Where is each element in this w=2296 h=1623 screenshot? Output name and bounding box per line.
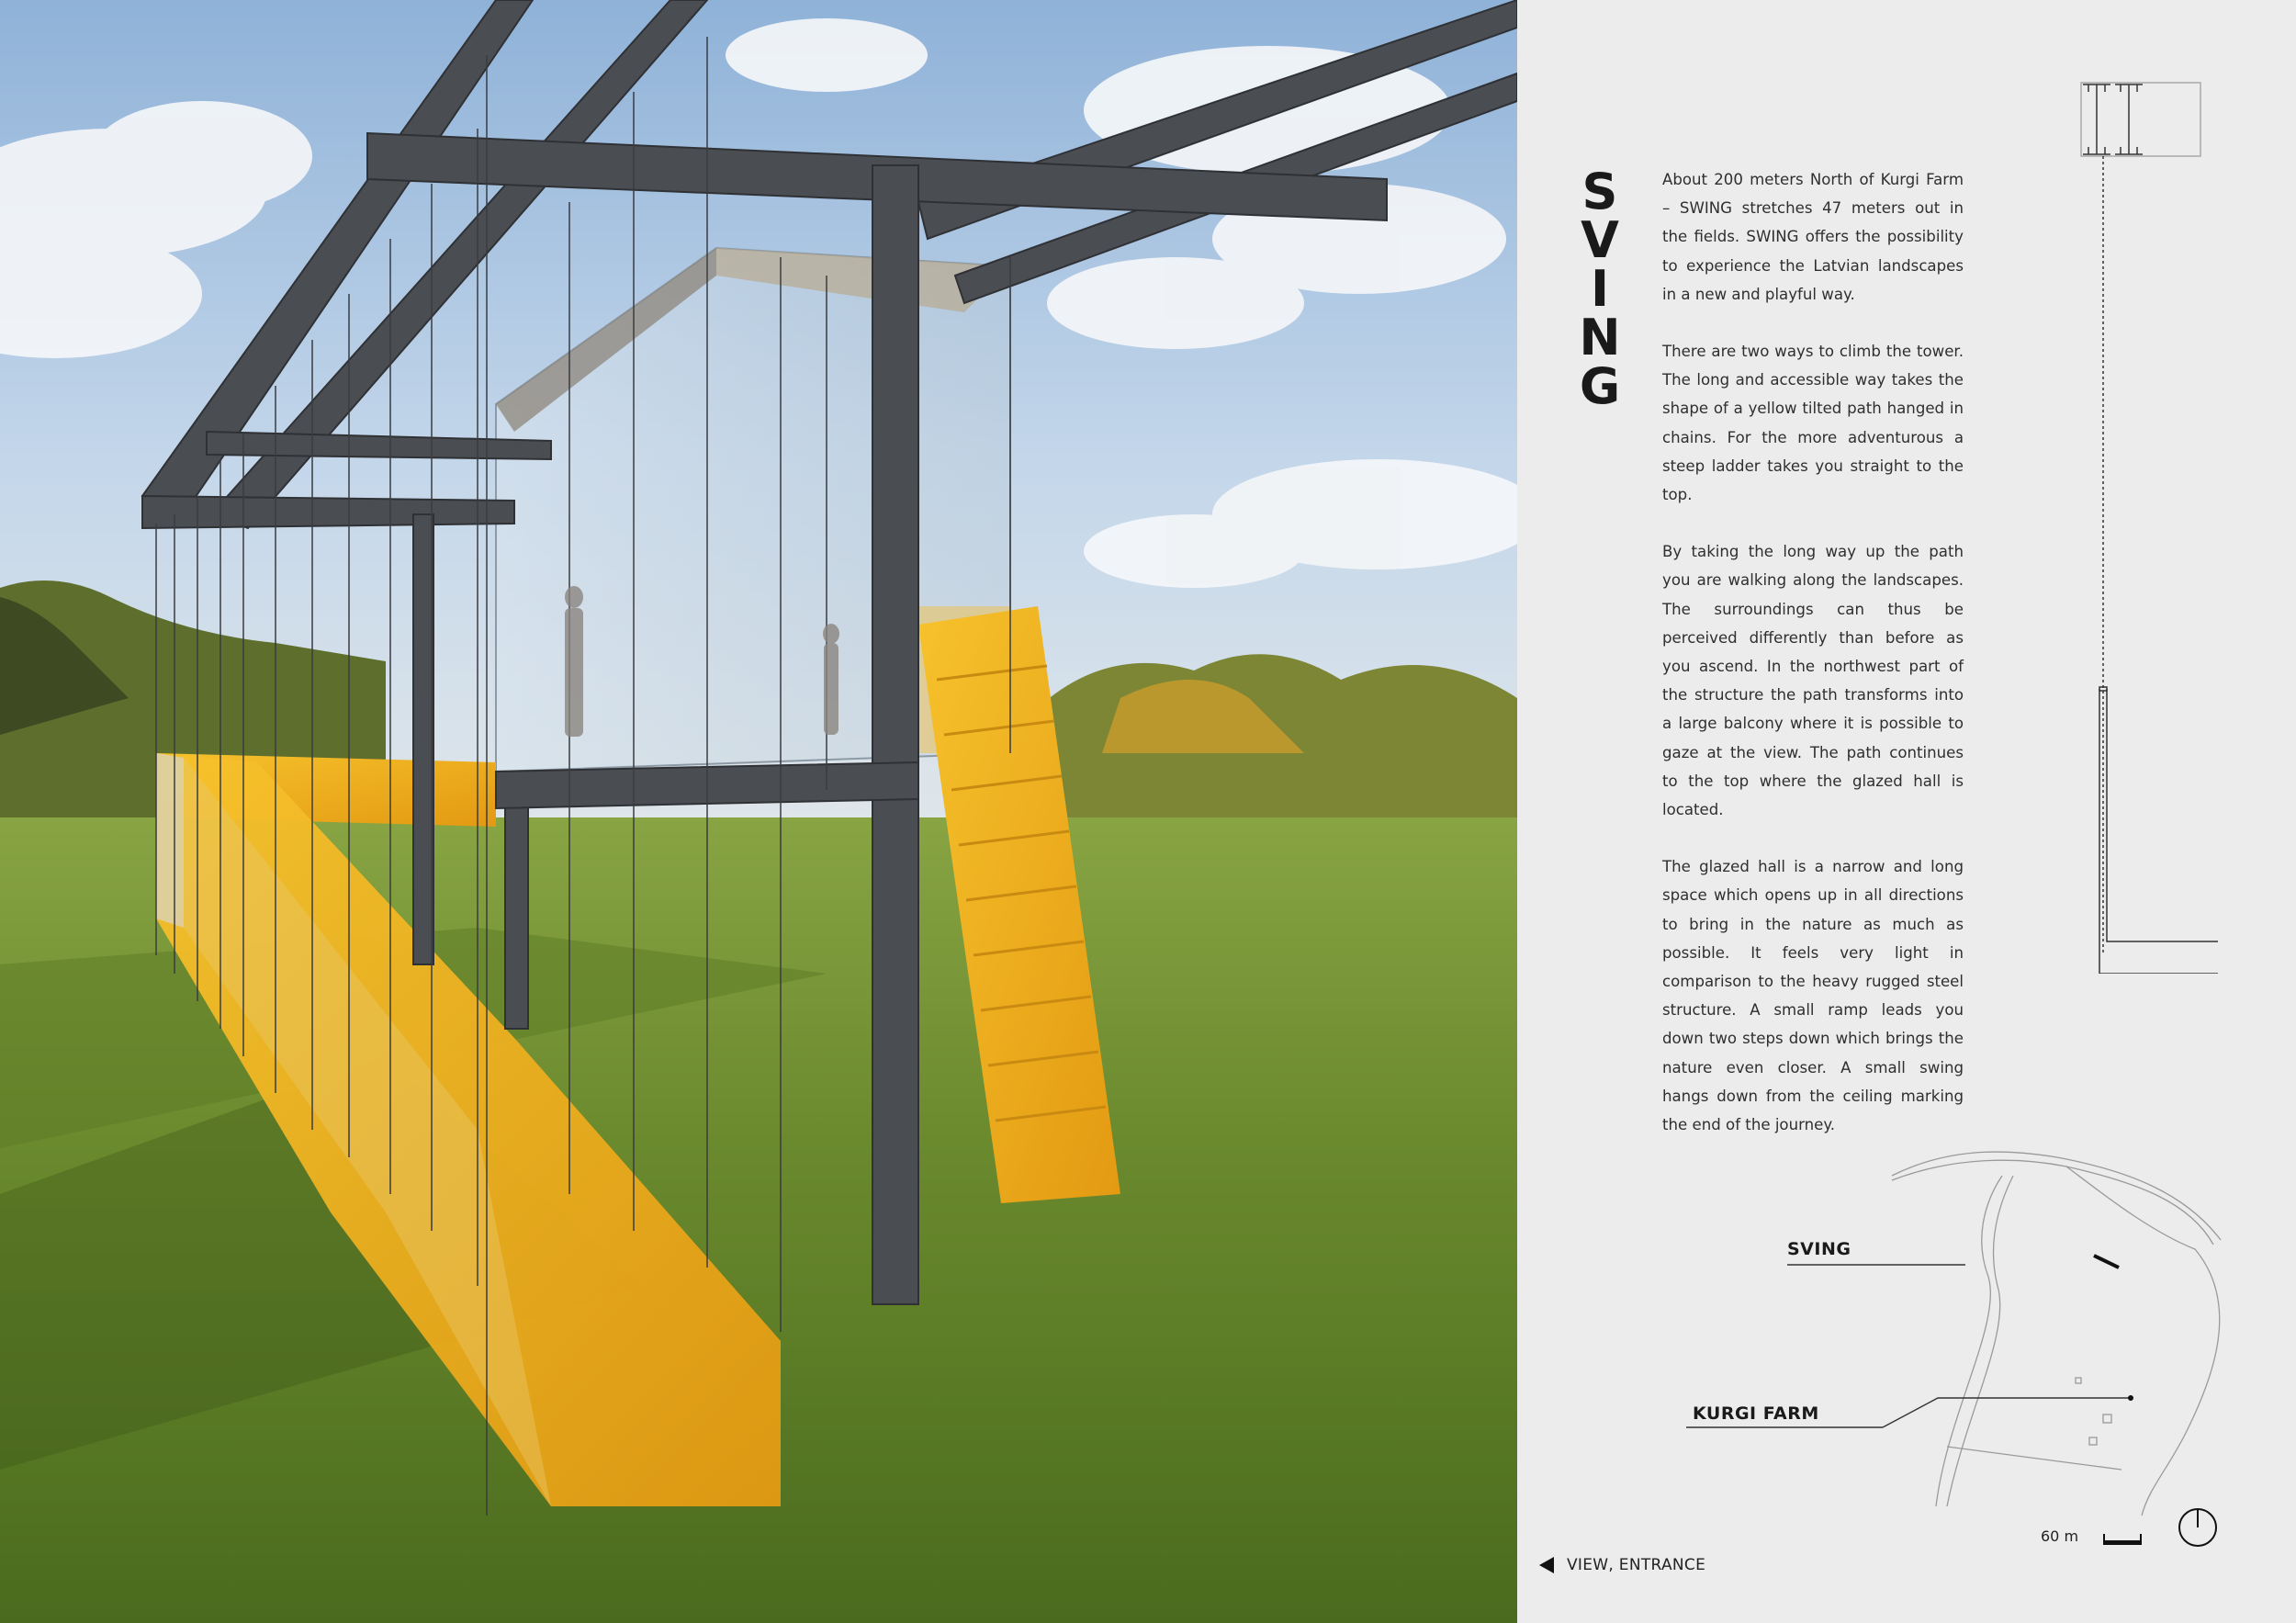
paragraph-hall: The glazed hall is a narrow and long space which opens up in all directions to bring in the nature as much as possible. It feels very light in comparison to the heavy rugged steel structure. A small ramp leads you down two steps down which brings the nature even closer. A small swing hangs down from the ceiling marking the end of the journey.	[1662, 858, 1964, 1134]
view-caption-text: VIEW, ENTRANCE	[1567, 1556, 1706, 1574]
paragraph-climb: There are two ways to climb the tower. The long and accessible way takes the shape of a yellow tilted path hanged in chains. For the more adventurous a steep ladder takes you straight to the top.	[1662, 343, 1964, 504]
title-letter: N	[1579, 309, 1621, 366]
description	[1662, 165, 1964, 1167]
paragraph-intro: About 200 meters North of Kurgi Farm – SWING stretches 47 meters out in the fields. SWING offers the possibility to experience the Latvian landscapes in a new and playful way.	[1662, 171, 1964, 303]
detail-drawing	[2071, 73, 2236, 974]
scale-label: 60 m	[2041, 1527, 2079, 1545]
title-letter: S	[1581, 163, 1618, 220]
title-letter: G	[1579, 357, 1621, 415]
title-letter: I	[1590, 260, 1610, 318]
view-arrow-icon	[1539, 1557, 1554, 1573]
site-map	[1671, 1139, 2241, 1525]
project-title	[1572, 163, 1627, 415]
view-caption	[1539, 1556, 1705, 1574]
scale-bar-icon	[2103, 1534, 2142, 1545]
north-arrow-icon	[2177, 1506, 2219, 1549]
title-letter: V	[1581, 211, 1619, 269]
map-label-sving: SVING	[1787, 1239, 1851, 1259]
map-label-kurgi-farm: KURGI FARM	[1693, 1403, 1819, 1424]
paragraph-path: By taking the long way up the path you are walking along the landscapes. The surroundings can thus be perceived differently than before as you ascend. In the northwest part of the structure the path transforms into a large balcony where it is possible to gaze at the view. The path continues to the top where the glazed hall is located.	[1662, 543, 1964, 819]
